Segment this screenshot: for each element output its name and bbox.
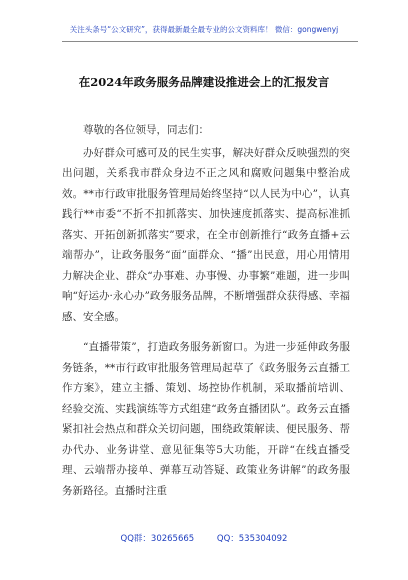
body-paragraph-1: 办好群众可感可及的民生实事，解决好群众反映强烈的突出问题，关系我市群众身边不正之风和腐败问题集中整治成效。**市行政审批服务管理局始终坚持“以人民为中心”，认真践行**市委“不折不扣抓落实、加快速度抓落实、提高标准抓落实、开拓创新抓落实”要求，在全市创新推行“政务直播+云端帮办”，让政务服务“面”面群众、“播”出民意，用心用情用力解决企业、群众“办事难、办事慢、办事繁”难题，进一步叫响“好运办·永心办”政务服务品牌，不断增强群众获得感、幸福感、安全感。 xyxy=(62,146,350,323)
document-title: 在2024年政务服务品牌建设推进会上的汇报发言 xyxy=(78,75,330,89)
footer-contact xyxy=(0,532,408,544)
footer-qq-group: QQ群：30265665 xyxy=(120,534,195,544)
header-divider xyxy=(62,41,358,42)
body-paragraph-2: “直播带策”，打造政务服务新窗口。为进一步延伸政务服务链条，**市行政审批服务管理局起草了《政务服务云直播工作方案》，建立主播、策划、场控协作机制，采取播前培训、经验交流、实践演练等方式组建“政务直播团队”。政务云直播紧扣社会热点和群众关切问题，围绕政策解读、便民服务、帮办代办、业务讲堂、意见征集等5大功能，开辟“在线直播受理、云端帮办接单、弹幕互动答疑、政策业务讲解”的政务服务新路径。直播时注重 xyxy=(62,341,350,497)
footer-qq: QQ：535304092 xyxy=(216,534,288,544)
document-body xyxy=(62,120,350,501)
header-promo-note: 关注头条号“公文研究”，获得最新最全最专业的公文资料库！ 微信：gongwenyj xyxy=(69,25,339,34)
salutation: 尊敬的各位领导，同志们： xyxy=(83,124,209,136)
